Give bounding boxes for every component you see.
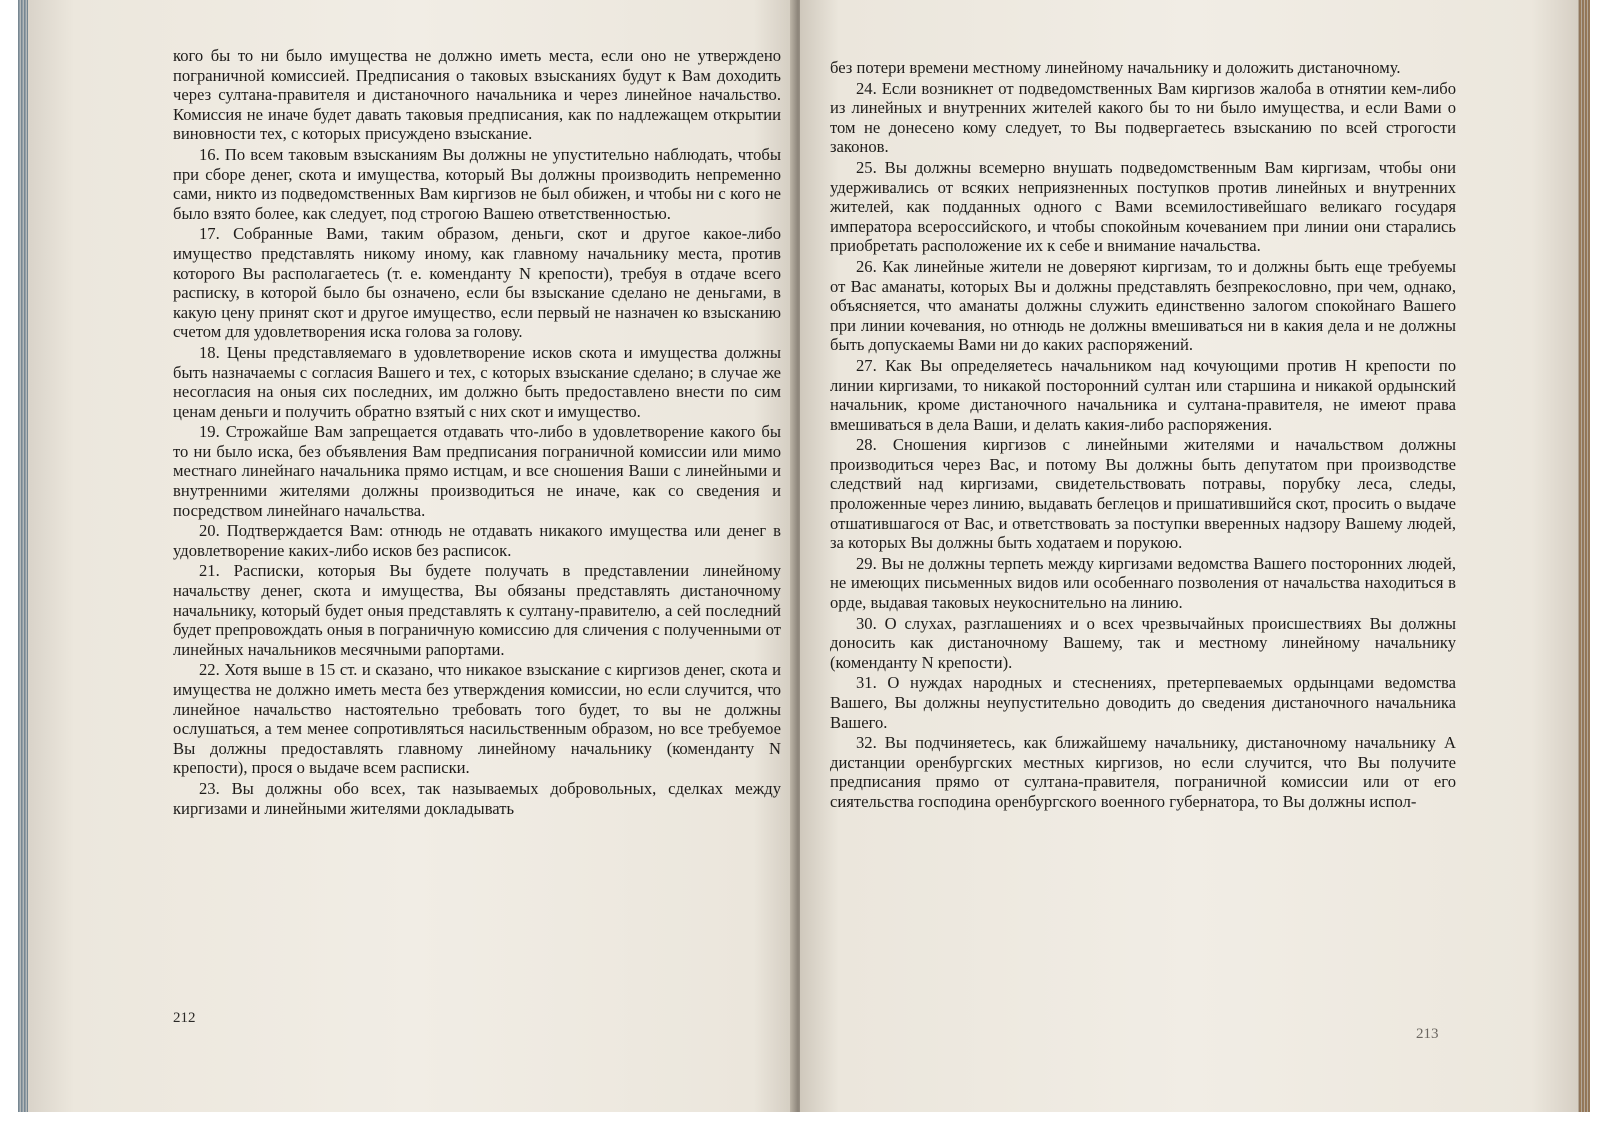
right-page-text (830, 58, 1456, 813)
paragraph: 29. Вы не должны терпеть между киргизами ведомства Вашего посторонних людей, не имеющих письменных видов или особеннаго позволения от начальства находиться в орде, выдавая таковых неукоснительно на линию. (830, 553, 1456, 613)
paragraph: кого бы то ни было имущества не должно иметь места, если оно не утверждено пограничной комиссией. Предписания о таковых взысканиях будут к Вам доходить через султана-правителя и дистаночного начальника и через линейное начальство. Комиссия не иначе будет давать таковыя предписания, как по надлежащем открытии виновности тех, с которых присуждено взыскание. (173, 46, 781, 144)
paragraph: 30. О слухах, разглашениях и о всех чрезвычайных происшествиях Вы должны доносить как дистаночному Вашему, так и местному линейному начальнику (коменданту N крепости). (830, 613, 1456, 672)
paragraph: 19. Строжайше Вам запрещается отдавать что-либо в удовлетворение какого бы то ни было иска, без объявления Вам предписания пограничной комиссии или мимо местнаго линейнаго начальника прямо истцам, и все сношения Ваши с линейными и внутренними жителями должны производиться не иначе, как со сведения и посредством линейнаго начальства. (173, 422, 781, 520)
paragraph: 21. Расписки, которыя Вы будете получать в представлении линейному начальству денег, скота и имущества, Вы обязаны представлять дистаночному начальнику, который будет оныя представлять к султану-правителю, а сей последний будет препровождать оныя в пограничную комиссию для сличения с полученными от линейных начальников месячными рапортами. (173, 561, 781, 659)
paragraph: 20. Подтверждается Вам: отнюдь не отдавать никакого имущества или денег в удовлетворение каких-либо исков без расписок. (173, 521, 781, 560)
paragraph: 28. Сношения киргизов с линейными жителями и начальством должны производиться через Вас, и потому Вы должны быть депутатом при производстве следствий над киргизами, свидетельствовать потравы, порубку леса, следы, проложенные через линию, выдавать беглецов и пришатившийся скот, просить о выдаче отшатившагося от Вас, и ответствовать за поступки вверенных надзору Вашему людей, за которых Вы должны быть ходатаем и порукою. (830, 435, 1456, 553)
paragraph: 32. Вы подчиняетесь, как ближайшему начальнику, дистаночному начальнику А дистанции оренбургских местных киргизов, но если случится, что Вы получите предписания прямо от султана-правителя, пограничной комиссии или от его сиятельства господина оренбургского военного губернатора, то Вы должны испол- (830, 733, 1456, 811)
left-page (28, 0, 800, 1112)
book-edge-right (1578, 0, 1590, 1112)
paragraph: 23. Вы должны обо всех, так называемых добровольных, сделках между киргизами и линейными жителями докладывать (173, 778, 781, 818)
open-book (18, 0, 1590, 1112)
page-number-right: 213 (1416, 1026, 1439, 1042)
right-page (800, 0, 1578, 1112)
paragraph: 24. Если возникнет от подведомственных Вам киргизов жалоба в отнятии кем-либо из линейных и внутренних жителей какого бы то ни было имущества, и если Вами о том не донесено кому следует, то Вы подвергаетесь взысканию по всей строгости законов. (830, 78, 1456, 157)
paragraph: 26. Как линейные жители не доверяют киргизам, то и должны быть еще требуемы от Вас аманаты, которых Вы и должны представлять безпрекословно, при чем, однако, объясняется, что аманаты должны служить единственно залогом спокойнаго Вашего при линии кочевания, но отнюдь не должны вмешиваться ни в какия дела и не должны быть допускаемы Вами ни до каких распоряжений. (830, 256, 1456, 355)
paragraph: 25. Вы должны всемерно внушать подведомственным Вам киргизам, чтобы они удерживались от всяких неприязненных поступков против линейных и внутренних жителей, как подданных одного с Вами всемилостивейшаго великаго государя императора всероссийского, и чтобы спокойным кочеванием при линии они старались приобретать расположение их к себе и внимание начальства. (830, 157, 1456, 256)
paragraph: 18. Цены представляемаго в удовлетворение исков скота и имущества должны быть назначаемы с согласия Вашего и тех, с которых взыскание сделано; в случае же несогласия на оныя сих последних, им должно быть предоставлено внести по сим ценам деньги и получить обратно взятый с них скот и имущество. (173, 342, 781, 421)
paragraph: 16. По всем таковым взысканиям Вы должны не упустительно наблюдать, чтобы при сборе денег, скота и имущества, который Вы должны производить непременно сами, никто из подведомственных Вам киргизов не был обижен, и чтобы ни с кого не было взято более, как следует, под строгою Вашею ответственностью. (173, 144, 781, 223)
paragraph: без потери времени местному линейному начальнику и доложить дистаночному. (830, 58, 1401, 77)
book-edge-left (18, 0, 28, 1112)
paragraph: 27. Как Вы определяетесь начальником над кочующими против Н крепости по линии киргизами, то никакой посторонний султан или старшина и никакой ордынский начальник, кроме дистаночного начальника и султана-правителя, не имеют права вмешиваться в дела Ваши, и делать какия-либо распоряжения. (830, 355, 1456, 434)
page-number-left: 212 (173, 1010, 196, 1026)
paragraph: 17. Собранные Вами, таким образом, деньги, скот и другое какое-либо имущество представлять никому иному, как главному начальнику места, против которого Вы располагаетесь (т. е. коменданту N крепости), требуя в отдаче всего расписку, в которой было бы означено, если бы взыскание сделано не деньгами, в какую цену принят скот и другое имущество, если первый не назначен ко взысканию счетом для удовлетворения иска голова за голову. (173, 224, 781, 342)
left-page-text (173, 46, 781, 819)
paragraph: 31. О нуждах народных и стеснениях, претерпеваемых ордынцами ведомства Вашего, Вы должны неупустительно доводить до сведения дистаночного начальника Вашего. (830, 673, 1456, 732)
paragraph: 22. Хотя выше в 15 ст. и сказано, что никакое взыскание с киргизов денег, скота и имущества не должно иметь места без утверждения комиссии, но если случится, что линейное начальство настоятельно требовать того будет, то вы не должны ослушаться, а тем менее сопротивляться насильственным образом, но все требуемое Вы должны предоставлять главному линейному начальнику (коменданту N крепости), прося о выдаче всем расписки. (173, 660, 781, 778)
